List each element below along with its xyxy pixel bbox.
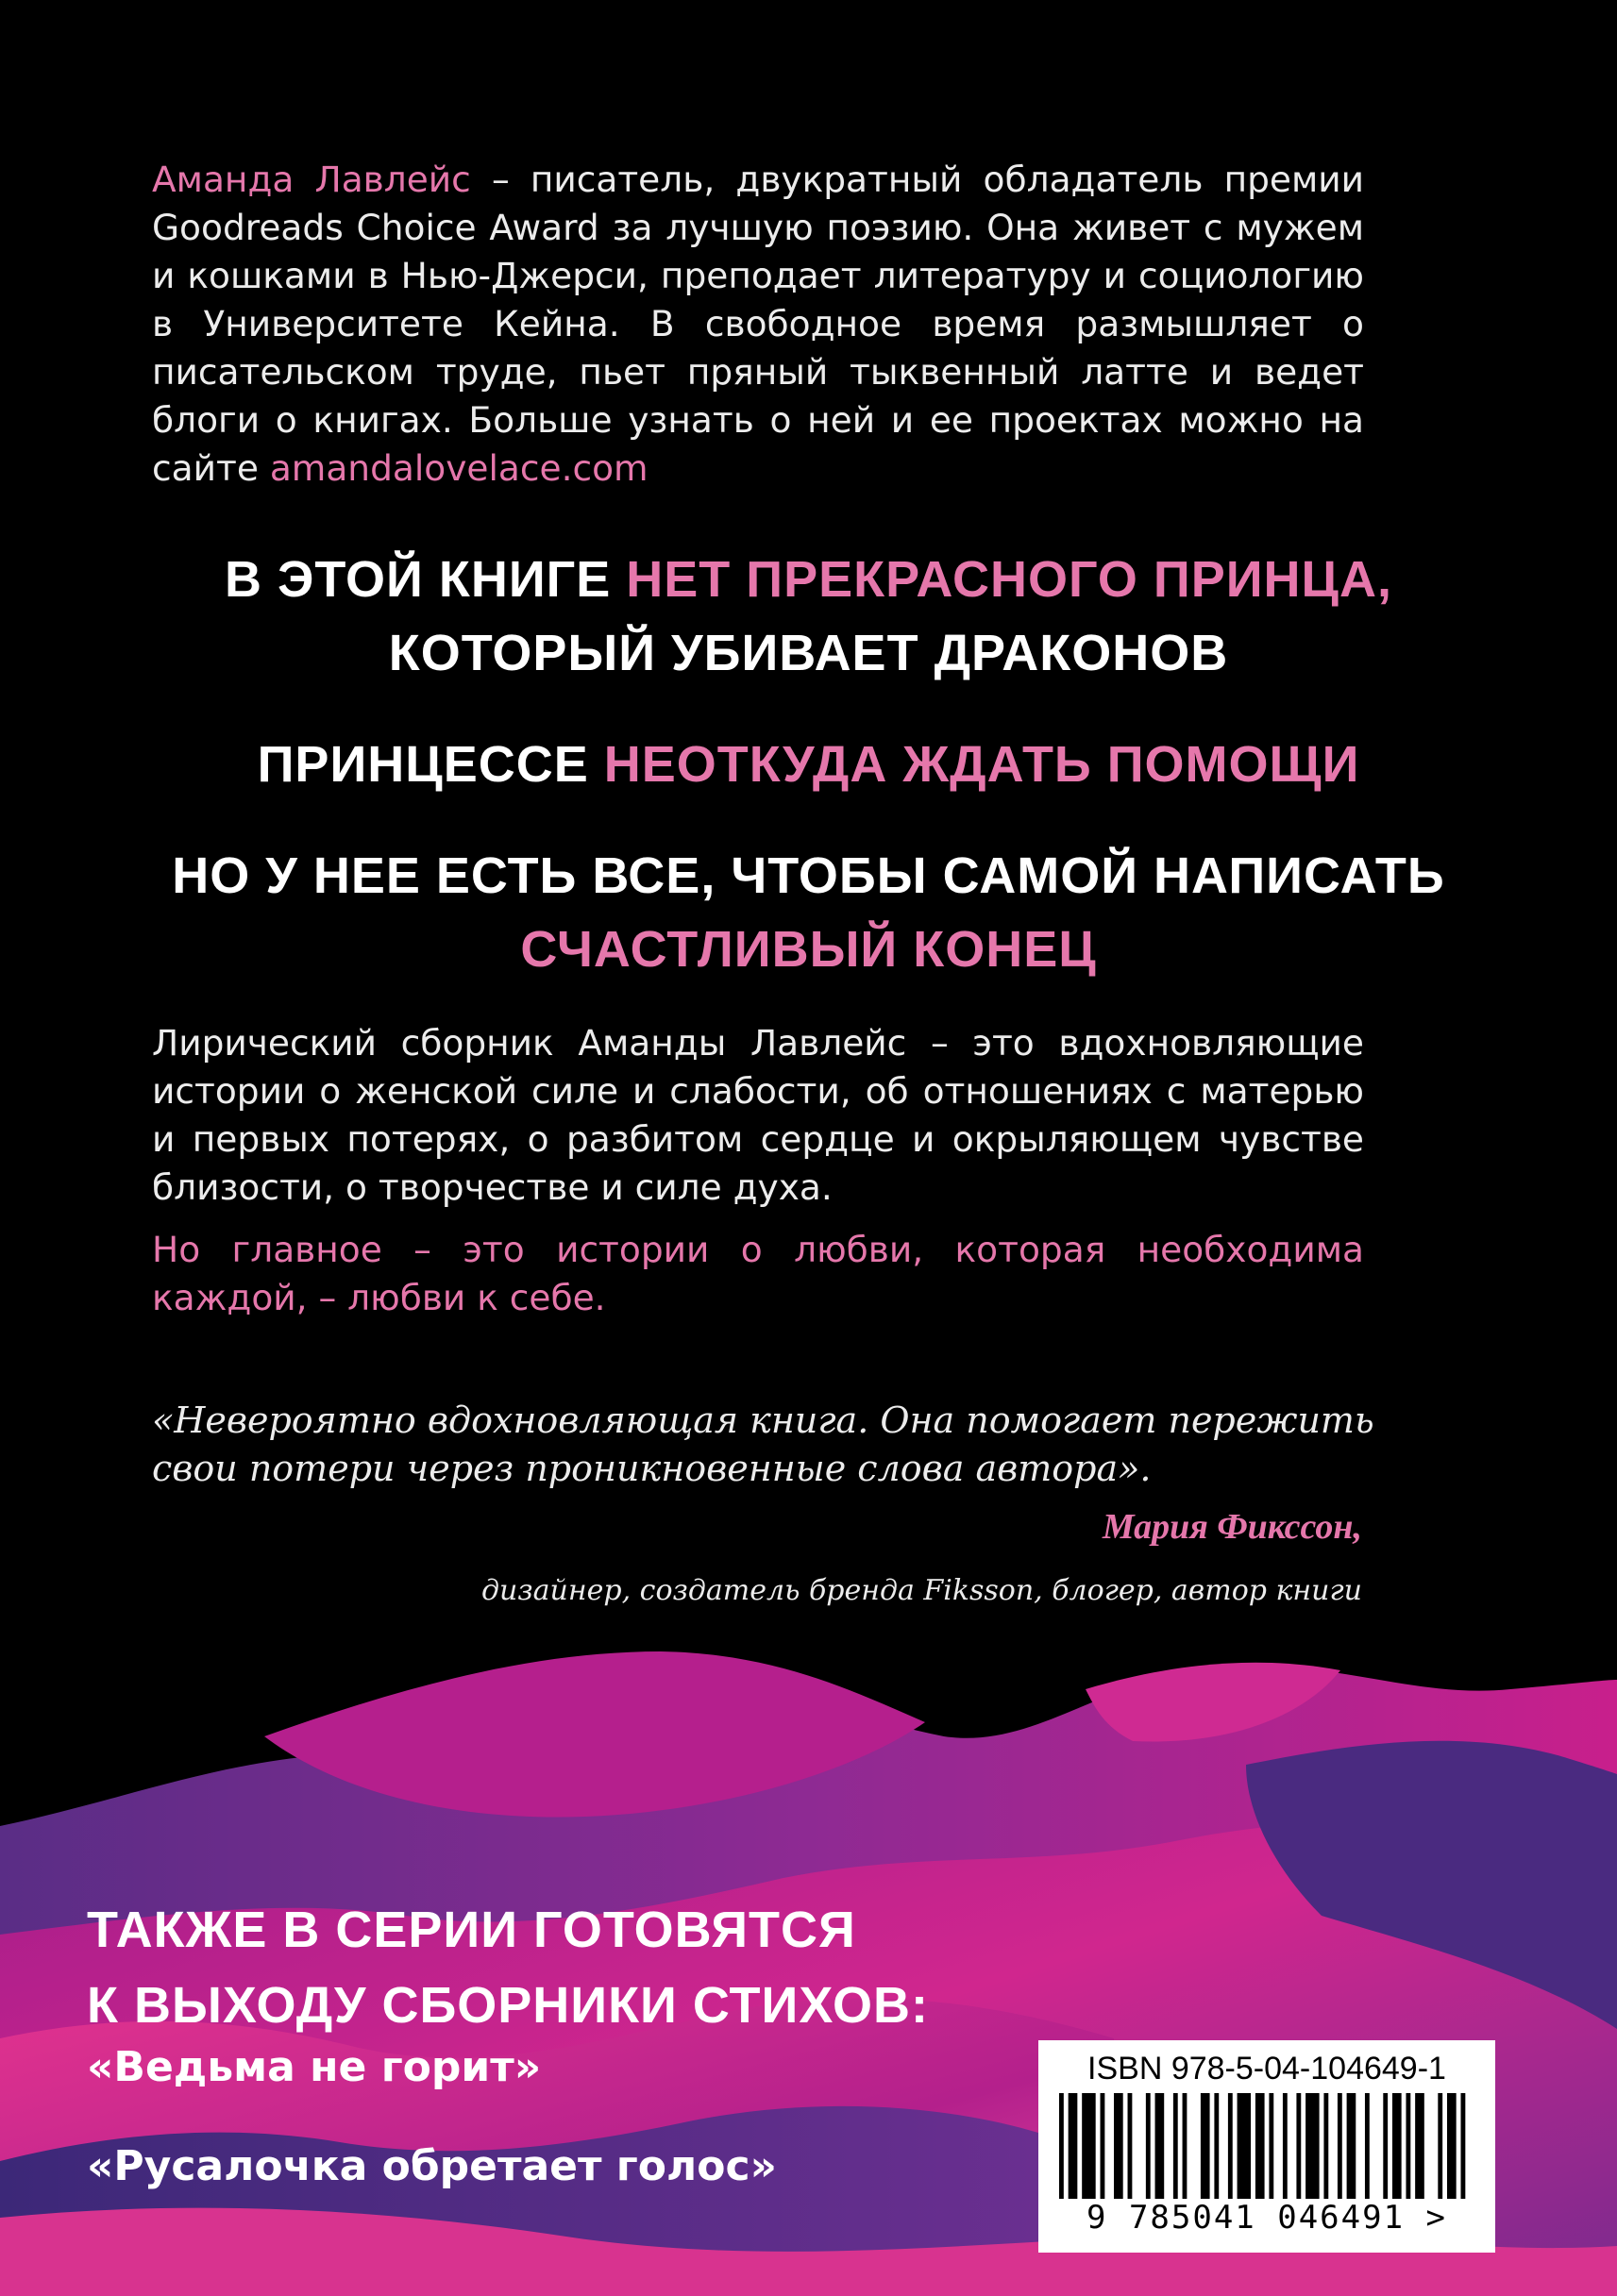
series-heading [87, 1892, 929, 2043]
barcode-bar [1082, 2093, 1096, 2199]
tagline-2 [0, 728, 1617, 801]
barcode-bar [1365, 2093, 1370, 2199]
barcode-bar [1338, 2093, 1342, 2199]
tagline-2-white: ПРИНЦЕССЕ [257, 736, 604, 793]
taglines [0, 543, 1617, 986]
barcode-bar [1173, 2093, 1178, 2199]
review-quote: «Невероятно вдохновляющая книга. Она помогает пережить свои потери через проникновенные слова автора». [152, 1399, 1374, 1489]
quote-author-role: дизайнер, создатель бренда Fiksson, блогер, автор книги [480, 1574, 1362, 1607]
author-name: Аманда Лавлейс [152, 159, 471, 200]
barcode-bar [1255, 2093, 1265, 2199]
tagline-1-line2: КОТОРЫЙ УБИВАЕТ ДРАКОНОВ [388, 625, 1229, 681]
quote-author: Мария Фикссон, [1102, 1507, 1362, 1547]
barcode-bar [1069, 2093, 1078, 2199]
barcode-bar [1460, 2093, 1465, 2199]
barcode-bar [1438, 2093, 1442, 2199]
isbn-barcode [1038, 2040, 1495, 2253]
barcode-bar [1228, 2093, 1233, 2199]
barcode-bar [1406, 2093, 1410, 2199]
barcode-bar [1347, 2093, 1356, 2199]
series-book-2: «Русалочка обретает голос» [87, 2142, 777, 2190]
author-bio [152, 156, 1364, 493]
barcode-bar [1323, 2093, 1328, 2199]
description-paragraph-1: Лирический сборник Аманды Лавлейс – это вдохновляющие истории о женской силе и слабости, об отношениях с матерью и первых потерях, о разбитом сердце и окрыляющем чувстве близости, о творчестве и силе духа. [152, 1022, 1364, 1208]
barcode-bar [1155, 2093, 1165, 2199]
series-heading-line2: К ВЫХОДУ СБОРНИКИ СТИХОВ: [87, 1977, 929, 2034]
barcode-bar [1296, 2093, 1301, 2199]
barcode-bar [1283, 2093, 1288, 2199]
barcode-bar [1101, 2093, 1105, 2199]
barcode-bar [1238, 2093, 1252, 2199]
tagline-1-pink: НЕТ ПРЕКРАСНОГО ПРИНЦА, [626, 551, 1392, 608]
tagline-3-line1: НО У НЕЕ ЕСТЬ ВСЕ, ЧТОБЫ САМОЙ НАПИСАТЬ [172, 847, 1445, 904]
barcode-bars [1059, 2093, 1474, 2199]
barcode-bar [1183, 2093, 1187, 2199]
barcode-bar [1114, 2093, 1123, 2199]
barcode-bar [1447, 2093, 1457, 2199]
barcode-bar [1305, 2093, 1320, 2199]
author-website-link[interactable]: amandalovelace.com [269, 447, 648, 489]
series-book-1: «Ведьма не горит» [87, 2043, 542, 2091]
barcode-bar [1383, 2093, 1388, 2199]
ean-digits: 9 785041 046491 > [1086, 2199, 1447, 2237]
barcode-bar [1201, 2093, 1210, 2199]
barcode-bar [1269, 2093, 1273, 2199]
tagline-3 [0, 839, 1617, 986]
barcode-bar [1128, 2093, 1133, 2199]
barcode-bar [1214, 2093, 1219, 2199]
barcode-bar [1146, 2093, 1151, 2199]
tagline-3-pink: СЧАСТЛИВЫЙ КОНЕЦ [520, 921, 1097, 978]
isbn-number: ISBN 978-5-04-104649-1 [1087, 2051, 1446, 2087]
tagline-1-white: В ЭТОЙ КНИГЕ [224, 551, 627, 608]
barcode-bar [1415, 2093, 1424, 2199]
description-paragraph-2: Но главное – это истории о любви, которая необходима каждой, – любви к себе. [152, 1229, 1364, 1318]
author-bio-text: – писатель, двукратный обладатель премии Goodreads Choice Award за лучшую поэзию. Она живет с мужем и кошками в Нью-Джерси, преподает литературу и социологию в Университете Кейна. В свободное время размышляет о писательском труде, пьет пряный тыквенный латте и ведет блоги о книгах. Больше узнать о ней и ее проектах можно на сайте [152, 159, 1365, 489]
barcode-bar [1392, 2093, 1402, 2199]
barcode-bar [1059, 2093, 1064, 2199]
series-heading-line1: ТАКЖЕ В СЕРИИ ГОТОВЯТСЯ [87, 1902, 856, 1958]
tagline-2-pink: НЕОТКУДА ЖДАТЬ ПОМОЩИ [603, 736, 1360, 793]
tagline-1 [0, 543, 1617, 690]
